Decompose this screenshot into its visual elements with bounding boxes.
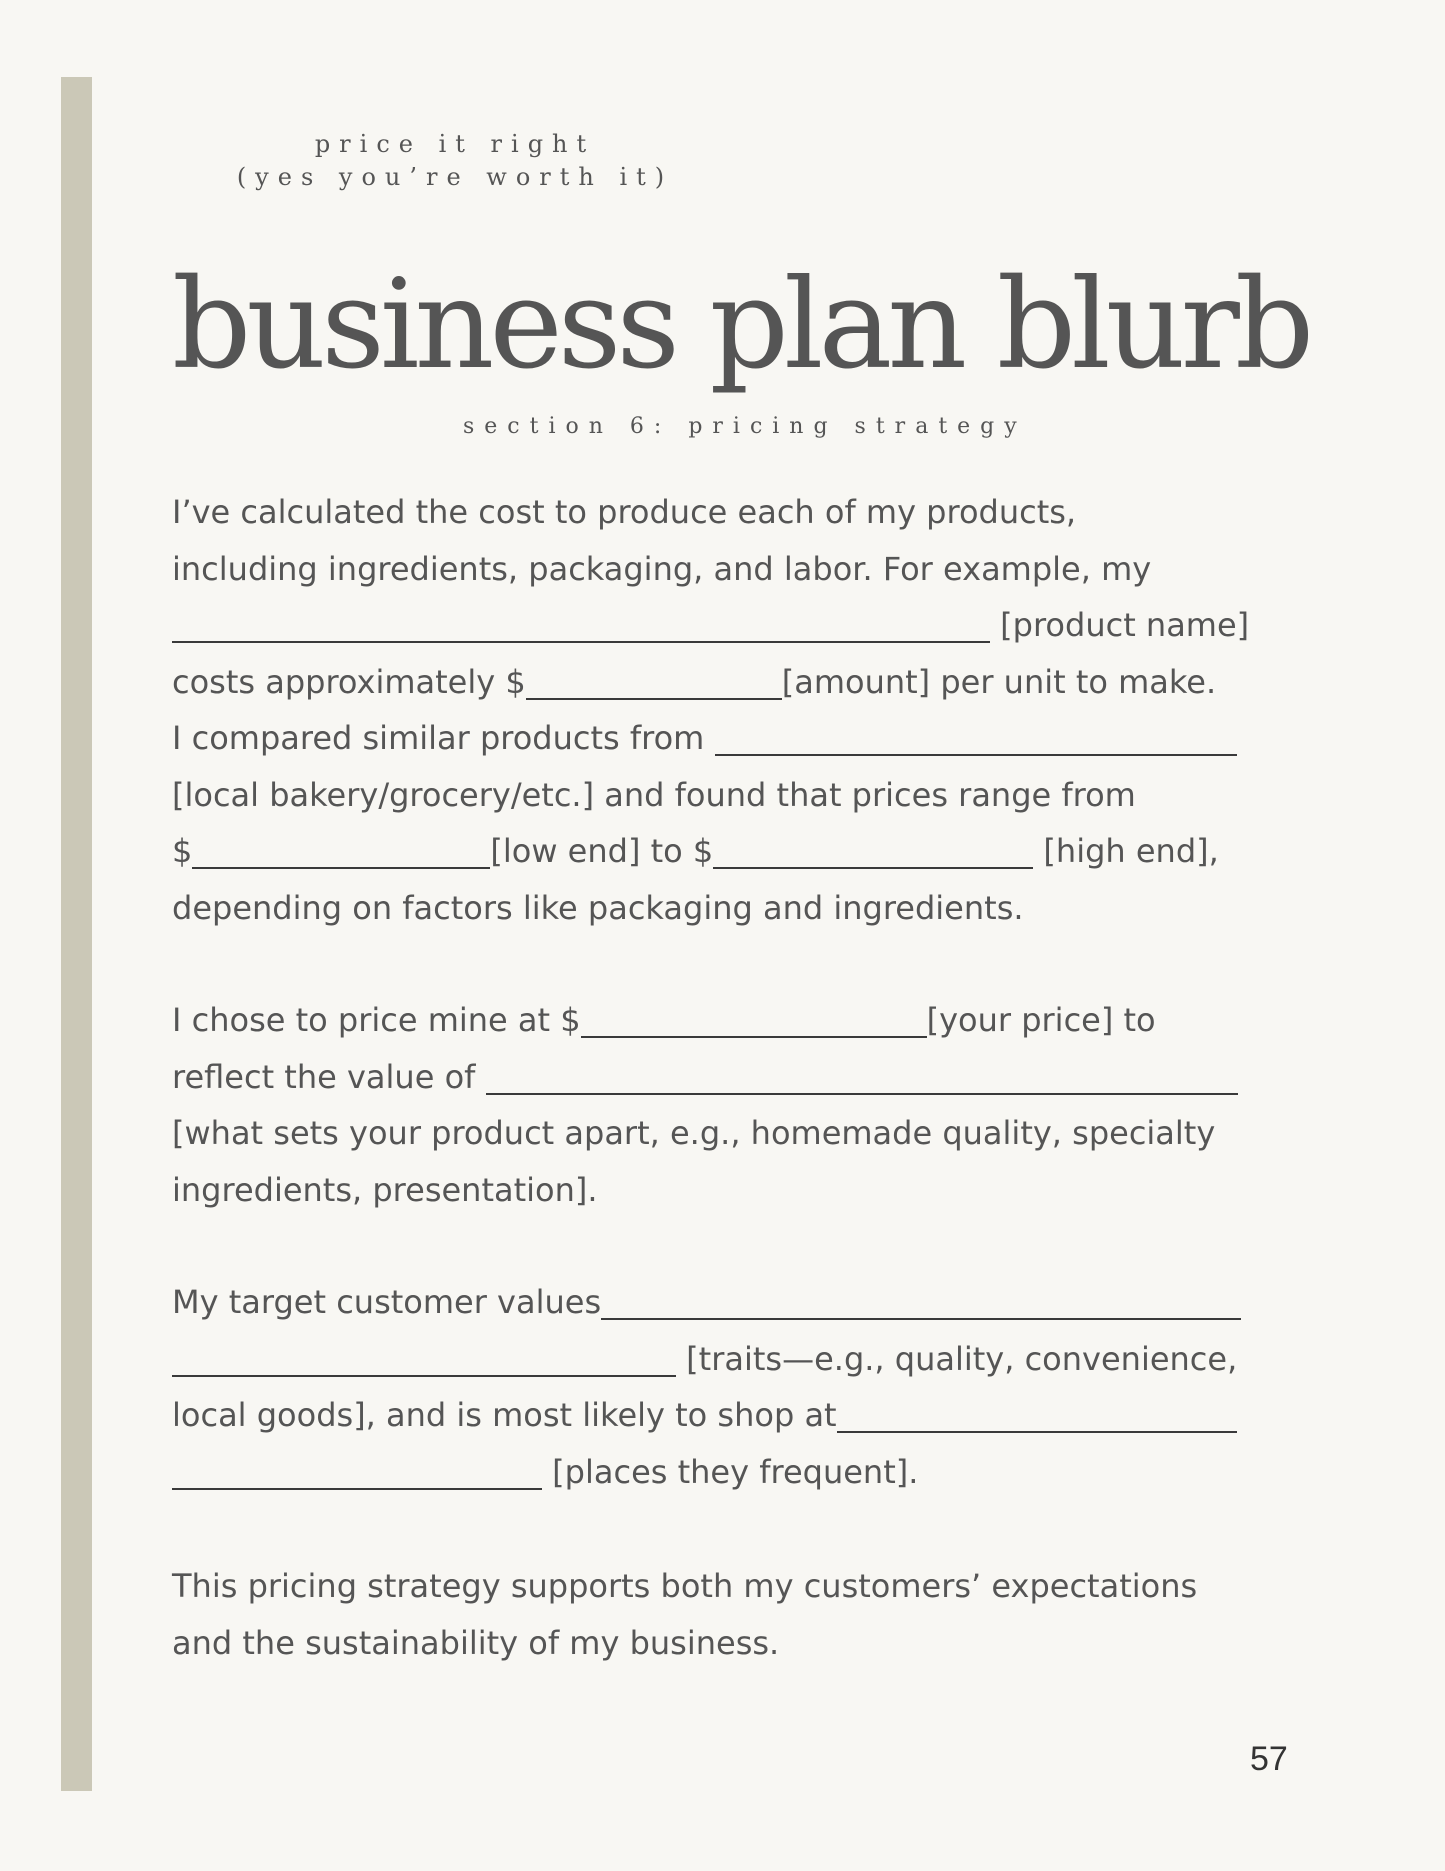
text-line [172,823,1292,880]
paragraph-customer [172,1274,1292,1500]
text-span: [your price] to [926,1001,1156,1039]
text-span: including ingredients, packaging, and labor. For example, my [172,549,1152,588]
text-line [172,1444,1292,1501]
text-span: My target customer values [172,1283,602,1321]
text-span: $ [172,832,193,870]
text-span: [places they frequent]. [552,1452,919,1491]
paragraph-conclusion [172,1558,1292,1671]
text-line [172,1162,1292,1219]
decorative-side-bar [61,77,92,1791]
text-line [172,992,1292,1049]
text-span: [local bakery/grocery/etc.] and found that prices range from [172,775,1136,814]
text-line [172,710,1292,767]
eyebrow-tagline [230,128,680,194]
text-line [172,1049,1292,1106]
text-span: local goods], and is most likely to shop at [172,1396,837,1434]
eyebrow-line-1: price it right [314,130,596,158]
text-line [172,767,1292,824]
product-name-blank[interactable] [172,597,990,643]
text-line [172,1331,1292,1388]
text-span: [low end] to $ [490,832,714,870]
text-line [172,541,1292,598]
text-line [172,1558,1292,1615]
customer-values-blank[interactable] [601,1274,1241,1320]
text-span: I compared similar products from [172,719,705,757]
text-line [172,1615,1292,1672]
page-number: 57 [1250,1740,1288,1778]
shopping-places-blank-2[interactable] [172,1444,542,1490]
text-span: depending on factors like packaging and ingredients. [172,888,1024,927]
text-line [172,1387,1292,1444]
shopping-places-blank[interactable] [837,1387,1237,1433]
text-span: [traits—e.g., quality, convenience, [686,1339,1238,1378]
text-line [172,654,1292,711]
comparison-store-blank[interactable] [715,710,1237,756]
section-subtitle: section 6: pricing strategy [463,414,1027,439]
text-span: costs approximately $ [172,662,526,701]
text-span: [high end], [1043,832,1219,870]
text-line [172,880,1292,937]
text-line [172,484,1292,541]
text-line [172,1274,1292,1331]
paragraph-price [172,992,1292,1218]
text-span: [product name] [1000,606,1250,644]
page-title: business plan blurb [172,253,1310,397]
text-span: I chose to price mine at $ [172,1001,581,1039]
text-span: ingredients, presentation]. [172,1170,598,1209]
value-blank[interactable] [486,1049,1238,1095]
your-price-blank[interactable] [581,992,927,1038]
text-line [172,1105,1292,1162]
text-span: reflect the value of [172,1057,476,1096]
customer-traits-blank[interactable] [172,1331,676,1377]
text-span: [what sets your product apart, e.g., homemade quality, specialty [172,1114,1216,1152]
high-end-blank[interactable] [713,823,1033,869]
paragraph-cost [172,484,1292,936]
low-end-blank[interactable] [192,823,490,869]
text-span: and the sustainability of my business. [172,1623,780,1662]
text-line [172,597,1292,654]
amount-blank[interactable] [526,654,782,700]
text-span: I’ve calculated the cost to produce each of my products, [172,493,1077,531]
eyebrow-line-2: (yes you’re worth it) [236,163,674,191]
text-span: This pricing strategy supports both my customers’ expectations [172,1567,1198,1605]
text-span: [amount] per unit to make. [781,662,1217,701]
